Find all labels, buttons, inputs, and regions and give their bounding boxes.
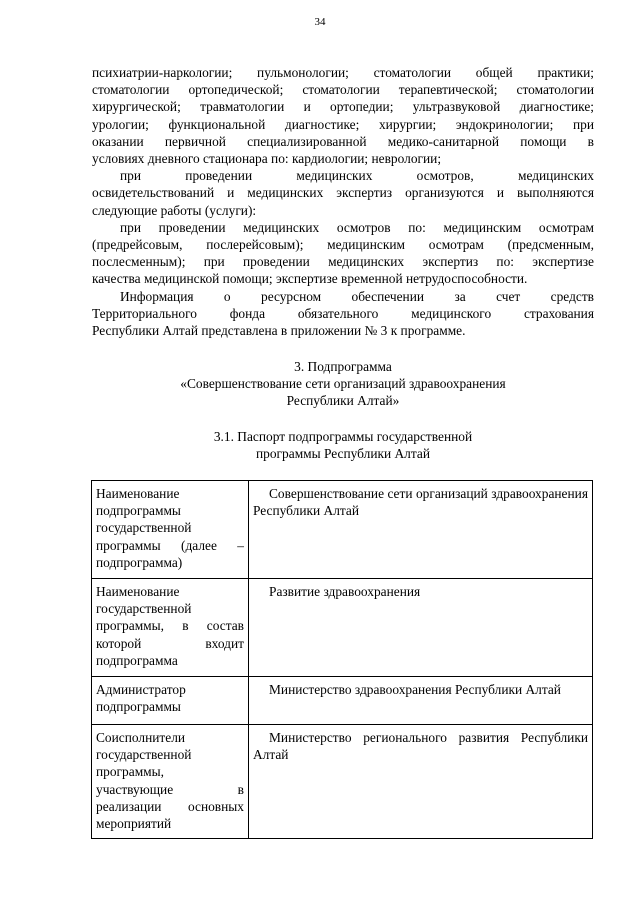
subsection-title: 3.1. Паспорт подпрограммы государственной [213,429,473,444]
table-value-cell: Министерство регионального развития Республики Алтай [249,725,593,839]
section-title: «Совершенствование сети организаций здравоохранения [180,376,506,392]
paragraph-line: Информация о ресурсном обеспечении за счет средств [120,288,594,304]
paragraph-line: Территориального фонда обязательного медицинского страхования [92,305,594,321]
section-number: 3. Подпрограмма [294,359,392,374]
page-number: 34 [314,16,326,28]
table-label-cell: Наименование государственной программы, в состав которой входит подпрограмма [92,579,249,677]
paragraph-line: освидетельствований и медицинских экспертиз организуются и выполняются [92,185,594,201]
paragraph-line: при проведении медицинских осмотров по: медицинским осмотрам [120,219,594,235]
passport-table [91,480,593,839]
paragraph-line: послесменным); при проведении медицинских экспертиз по: экспертизе [92,254,594,270]
table-label-cell: Соисполнители государственной программы, участвующие в реализации основных мероприятий [92,725,249,839]
section-title-cont: Республики Алтай» [286,393,400,409]
paragraph-line: (предрейсовым, послерейсовым); медицинским осмотрам (предсменным, [92,237,594,253]
paragraph-line: урологии; функциональной диагностике; хирургии; эндокринологии; при [92,116,594,132]
table-row [92,725,593,839]
table-value-cell: Развитие здравоохранения [249,579,593,677]
table-label-cell: Наименование подпрограммы государственной программы (далее – подпрограмма) [92,481,249,579]
paragraph-line: стоматологии ортопедической; стоматологии терапевтической; стоматологии [92,82,594,98]
paragraph-line: Республики Алтай представлена в приложении № 3 к программе. [92,323,466,339]
section-heading [92,358,594,410]
paragraph-line: оказании первичной специализированной медико-санитарной помощи в [92,133,594,149]
table-row [92,677,593,725]
paragraph-line: следующие работы (услуги): [92,202,257,218]
paragraph-line: психиатрии-наркологии; пульмонологии; стоматологии общей практики; [92,65,594,80]
table-row [92,579,593,677]
paragraph-line: хирургической; травматологии и ортопедии; ультразвуковой диагностике; [92,99,594,115]
table-row [92,481,593,579]
paragraph-line: качества медицинской помощи; экспертизе временной нетрудоспособности. [92,271,528,287]
subsection-title-cont: программы Республики Алтай [256,446,430,462]
subsection-heading [92,428,594,462]
table-value-cell: Министерство здравоохранения Республики Алтай [249,677,593,725]
body-text [92,64,594,339]
paragraph-line: при проведении медицинских осмотров, медицинских [120,168,594,184]
table-label-cell: Администратор подпрограммы [92,677,249,725]
table-value-cell: Совершенствование сети организаций здравоохранения Республики Алтай [249,481,593,579]
paragraph-line: условиях дневного стационара по: кардиологии; неврологии; [92,151,442,167]
